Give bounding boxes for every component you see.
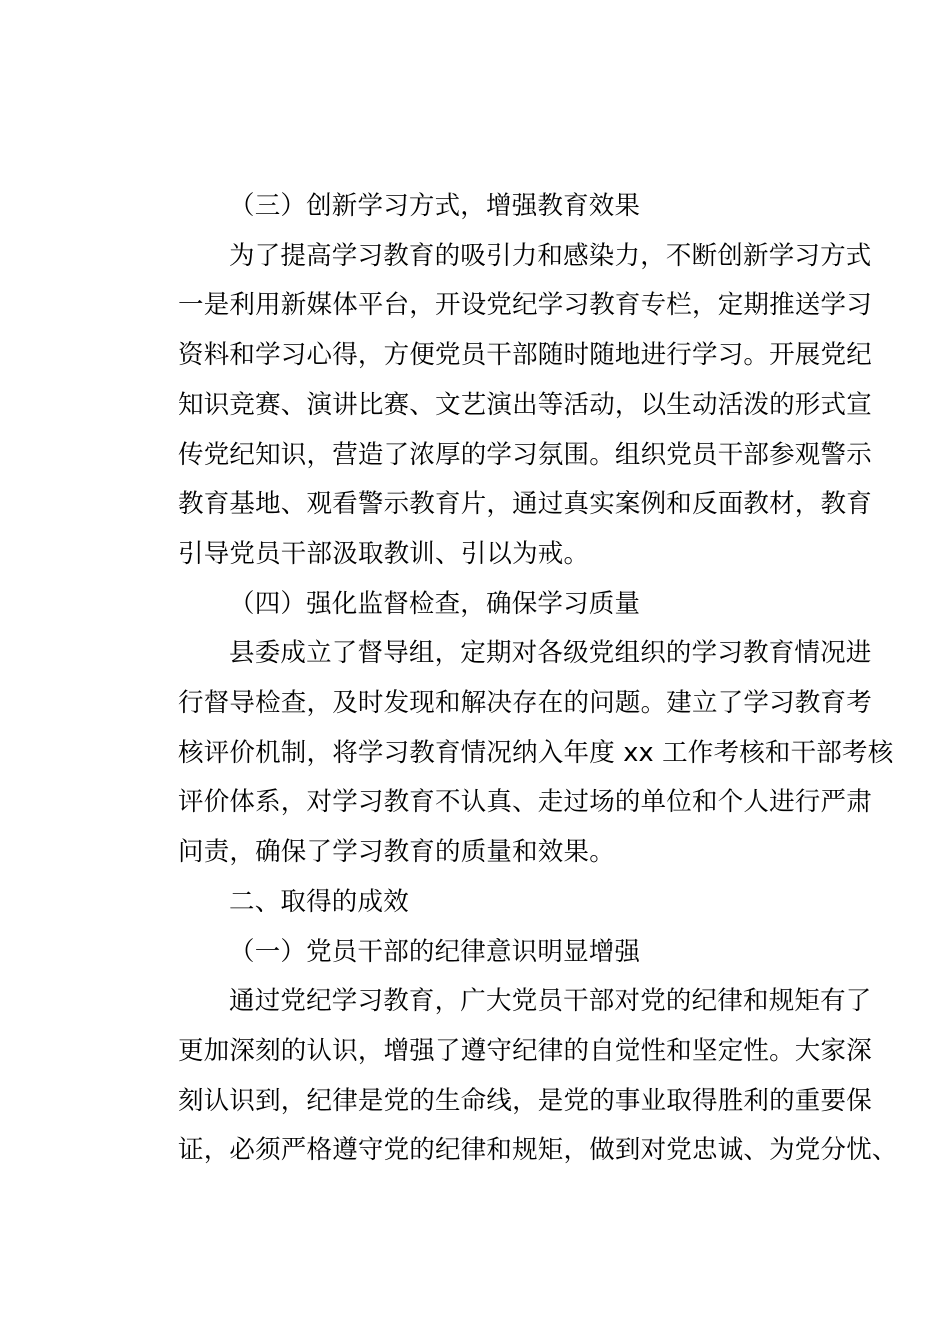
heading-two-one (127, 928, 837, 978)
text-line: 刻认识到，纪律是党的生命线，是党的事业取得胜利的重要保 (178, 1085, 872, 1116)
text-line: 教育基地、观看警示教育片，通过真实案例和反面教材，教育 (178, 489, 872, 520)
document-body (127, 182, 898, 1176)
text-line: 知识竞赛、演讲比赛、文艺演出等活动，以生动活泼的形式宣 (178, 389, 872, 420)
text-line: 核评价机制，将学习教育情况纳入年度 xx 工作考核和干部考核 (178, 737, 894, 768)
heading-line: （四）强化监督检查，确保学习质量 (229, 588, 641, 619)
text-line: 证，必须严格遵守党的纪律和规矩，做到对党忠诚、为党分忧、 (178, 1135, 898, 1166)
heading-line: （一）党员干部的纪律意识明显增强 (229, 936, 641, 967)
paragraph-two-one (127, 977, 898, 1176)
heading-line: 二、取得的成效 (229, 886, 409, 917)
section-two-heading (127, 878, 837, 928)
text-line: 为了提高学习教育的吸引力和感染力，不断创新学习方式 (229, 240, 872, 271)
paragraph-three (127, 232, 872, 580)
text-line: 一是利用新媒体平台，开设党纪学习教育专栏，定期推送学习 (178, 290, 872, 321)
text-line: 行督导检查，及时发现和解决存在的问题。建立了学习教育考 (178, 688, 872, 719)
text-line: 传党纪知识，营造了浓厚的学习氛围。组织党员干部参观警示 (178, 439, 872, 470)
heading-line: （三）创新学习方式，增强教育效果 (229, 191, 641, 221)
paragraph-four (127, 629, 894, 878)
text-line: 更加深刻的认识，增强了遵守纪律的自觉性和坚定性。大家深 (178, 1035, 872, 1066)
text-line: 县委成立了督导组，定期对各级党组织的学习教育情况进 (229, 638, 872, 669)
text-line: 引导党员干部汲取教训、引以为戒。 (178, 538, 590, 569)
text-line: 评价体系，对学习教育不认真、走过场的单位和个人进行严肃 (178, 787, 872, 818)
heading-four (127, 580, 837, 630)
heading-three (127, 182, 837, 232)
text-line: 资料和学习心得，方便党员干部随时随地进行学习。开展党纪 (178, 340, 872, 371)
text-line: 通过党纪学习教育，广大党员干部对党的纪律和规矩有了 (229, 986, 872, 1017)
text-line: 问责，确保了学习教育的质量和效果。 (178, 837, 615, 868)
